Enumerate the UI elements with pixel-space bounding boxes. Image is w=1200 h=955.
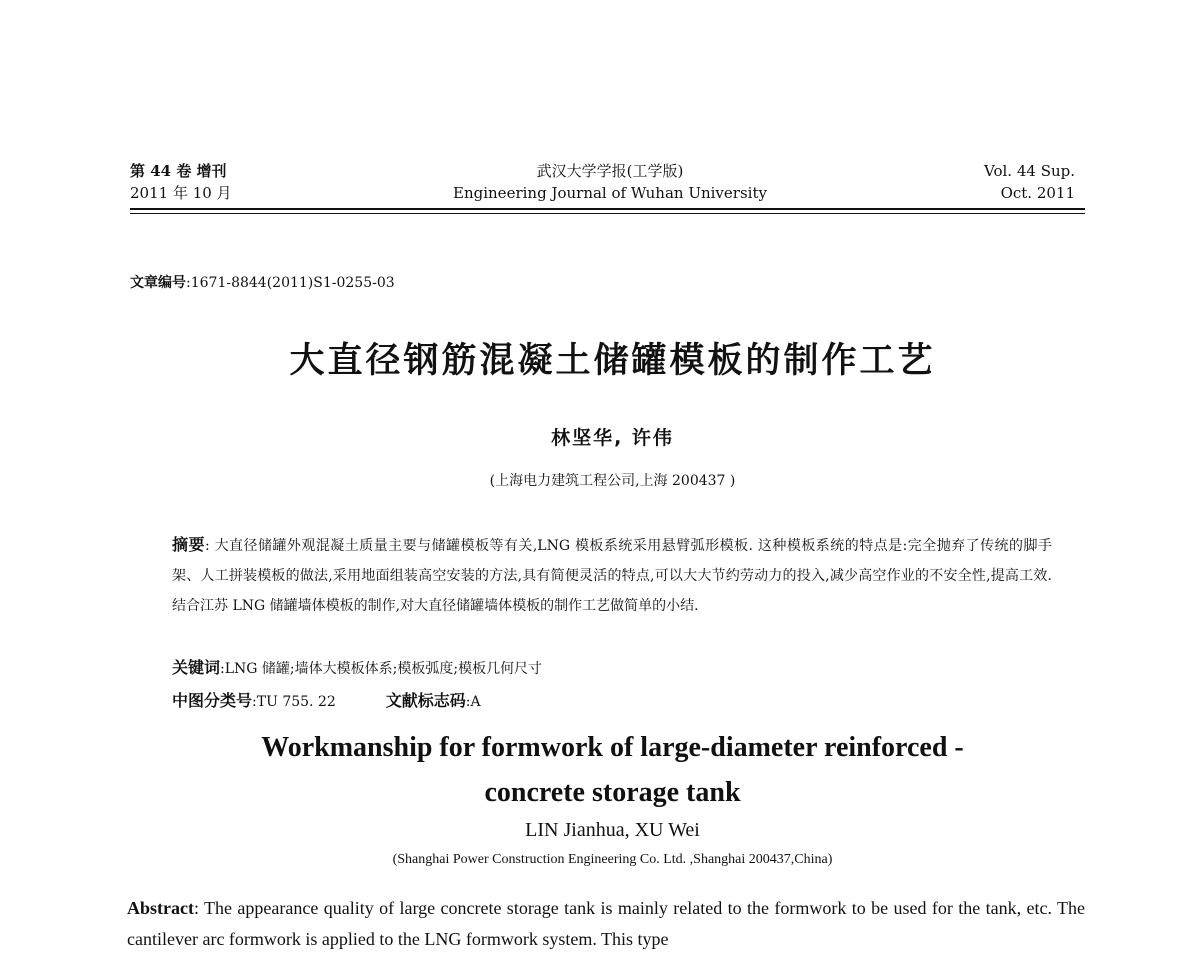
doc-code-value: :A [465, 694, 481, 710]
abstract-cn-label: 摘要 [172, 535, 205, 554]
classification-line [172, 686, 1052, 717]
date-cn: 2011 年 10 月 [130, 184, 232, 202]
header-volume-en [984, 160, 1075, 204]
classification-value: :TU 755. 22 [252, 694, 336, 710]
abstract-en [127, 893, 1085, 955]
article-number-label: 文章编号 [130, 275, 186, 291]
article-number-value: :1671-8844(2011)S1-0255-03 [186, 275, 395, 291]
paper-title-en-line2: concrete storage tank [484, 777, 741, 808]
paper-title-en-line1: Workmanship for formwork of large-diameter reinforced - [261, 732, 964, 763]
article-number [130, 272, 395, 292]
volume-en: Vol. 44 Sup. [984, 162, 1075, 180]
journal-title-en: Engineering Journal of Wuhan University [453, 184, 767, 202]
classification-label: 中图分类号 [172, 691, 253, 710]
header-rule-thick [130, 208, 1085, 210]
header-journal [300, 160, 920, 204]
abstract-en-label: Abstract [127, 898, 194, 918]
authors-en: LIN Jianhua, XU Wei [525, 819, 700, 841]
date-en: Oct. 2011 [1000, 184, 1075, 202]
affiliation-en: (Shanghai Power Construction Engineering Co. Ltd. ,Shanghai 200437,China) [392, 852, 833, 867]
paper-title-cn: 大直径钢筋混凝土储罐模板的制作工艺 [289, 341, 936, 381]
keywords-cn-label: 关键词 [172, 658, 221, 677]
abstract-en-text: : The appearance quality of large concrete storage tank is mainly related to the formwork to be used for the tank, etc. The cantilever arc formwork is applied to the LNG formwork system. This type [127, 898, 1085, 949]
abstract-cn-text: : 大直径储罐外观混凝土质量主要与储罐模板等有关,LNG 模板系统采用悬臂弧形模板. 这种模板系统的特点是:完全抛弃了传统的脚手架、人工拼装模板的做法,采用地面组装高空安装的方法,具有简便灵活的特点,可以大大节约劳动力的投入,减少高空作业的不安全性,提高工效. 结合江苏 LNG 储罐墙体模板的制作,对大直径储罐墙体模板的制作工艺做简单的小结. [172, 538, 1052, 614]
abstract-cn [172, 530, 1052, 621]
doc-code-label: 文献标志码 [385, 691, 466, 710]
keywords-cn [172, 653, 1052, 684]
keywords-cn-text: :LNG 储罐;墙体大模板体系;模板弧度;模板几何尺寸 [220, 661, 543, 677]
volume-cn: 第 44 卷 增刊 [130, 162, 227, 180]
journal-title-cn: 武汉大学学报(工学版) [536, 162, 684, 180]
header-rule-thin [130, 213, 1085, 214]
affiliation-cn: (上海电力建筑工程公司,上海 200437 ) [489, 473, 736, 489]
header-volume-info [130, 160, 232, 204]
authors-cn: 林坚华, 许伟 [551, 427, 674, 449]
